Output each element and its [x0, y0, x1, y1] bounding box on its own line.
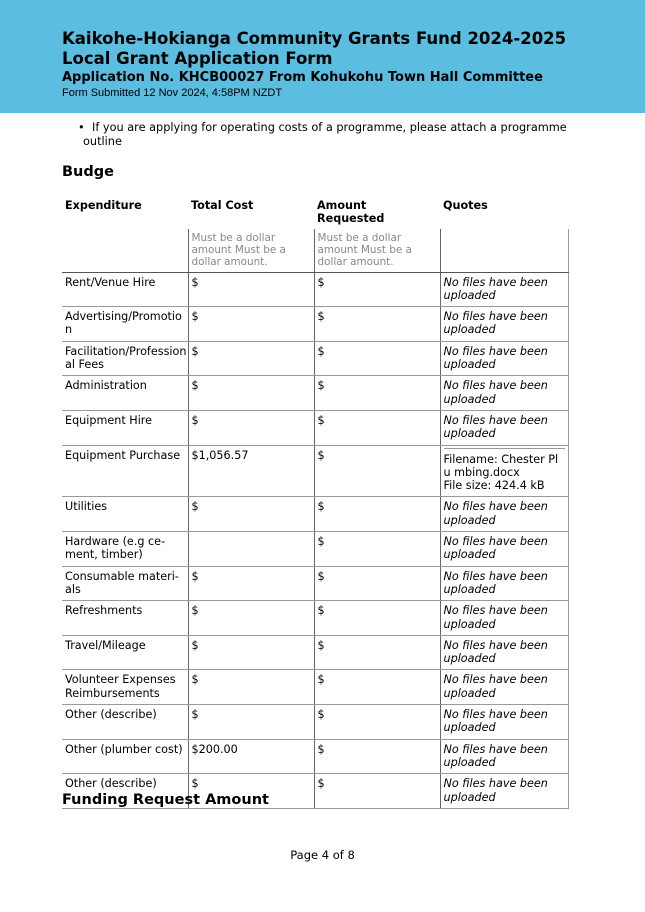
hint-requested: Must be a dollar amount Must be a dollar amount.	[314, 229, 440, 273]
table-row	[62, 601, 568, 636]
budget-heading: Budge	[62, 164, 114, 180]
expenditure-cell: Volunteer Expenses Reimbursements	[62, 670, 188, 705]
amount-requested-cell: $	[314, 307, 440, 342]
total-cost-cell: $	[188, 566, 314, 601]
table-row	[62, 410, 568, 445]
quote-cell: No files have been uploaded	[440, 774, 568, 809]
funding-request-heading: Funding Request Amount	[62, 792, 269, 808]
table-row	[62, 272, 568, 307]
col-quotes: Quotes	[443, 199, 488, 212]
amount-requested-cell: $	[314, 376, 440, 411]
expenditure-cell: Consumable materi- als	[62, 566, 188, 601]
expenditure-cell: Hardware (e.g ce- ment, timber)	[62, 532, 188, 567]
hint-total: Must be a dollar amount Must be a dollar amount.	[188, 229, 314, 273]
total-cost-cell: $	[188, 410, 314, 445]
application-number: Application No. KHCB00027 From Kohukohu Town Hall Committee	[62, 70, 543, 85]
quote-cell: No files have been uploaded	[440, 601, 568, 636]
amount-requested-cell: $	[314, 566, 440, 601]
file-size: File size: 424.4 kB	[443, 479, 545, 493]
total-cost-cell: $	[188, 341, 314, 376]
table-row	[62, 307, 568, 342]
file-name: Filename: Chester Plu mbing.docx	[443, 452, 559, 479]
amount-requested-cell: $	[314, 497, 440, 532]
expenditure-cell: Other (describe)	[62, 705, 188, 740]
quote-cell: No files have been uploaded	[440, 670, 568, 705]
table-row	[62, 670, 568, 705]
amount-requested-cell: $	[314, 410, 440, 445]
expenditure-cell: Equipment Purchase	[62, 445, 188, 497]
amount-requested-cell: $	[314, 341, 440, 376]
total-cost-cell: $	[188, 601, 314, 636]
hint-empty	[62, 229, 188, 273]
hint-row	[62, 229, 568, 273]
table-row	[62, 445, 568, 497]
quote-cell: No files have been uploaded	[440, 566, 568, 601]
form-title: Local Grant Application Form	[62, 49, 333, 68]
table-row	[62, 341, 568, 376]
amount-requested-cell: $	[314, 705, 440, 740]
col-expenditure: Expenditure	[65, 199, 142, 212]
col-amount-requested: Amount Requested	[317, 199, 385, 226]
expenditure-cell: Advertising/Promotio n	[62, 307, 188, 342]
expenditure-cell: Administration	[62, 376, 188, 411]
quote-cell: No files have been uploaded	[440, 497, 568, 532]
expenditure-cell: Other (plumber cost)	[62, 739, 188, 774]
amount-requested-cell: $	[314, 774, 440, 809]
fund-title: Kaikohe-Hokianga Community Grants Fund 2024-2025	[62, 29, 567, 48]
quote-cell: No files have been uploaded	[440, 739, 568, 774]
amount-requested-cell: $	[314, 601, 440, 636]
quote-cell: No files have been uploaded	[440, 410, 568, 445]
hint-quotes-empty	[440, 229, 568, 273]
amount-requested-cell: $	[314, 272, 440, 307]
col-total-cost: Total Cost	[191, 199, 254, 212]
bullet-text: If you are applying for operating costs of a programme, please attach a programme outline	[83, 121, 567, 148]
budget-table	[62, 197, 569, 809]
bullet-icon: •	[78, 121, 85, 134]
table-row	[62, 739, 568, 774]
amount-requested-cell: $	[314, 739, 440, 774]
amount-requested-cell: $	[314, 445, 440, 497]
expenditure-cell: Utilities	[62, 497, 188, 532]
table-row	[62, 635, 568, 670]
amount-requested-cell: $	[314, 635, 440, 670]
expenditure-cell: Other (describe)	[62, 774, 188, 809]
table-row	[62, 705, 568, 740]
total-cost-cell: $	[188, 774, 314, 809]
submitted-timestamp: Form Submitted 12 Nov 2024, 4:58PM NZDT	[62, 87, 283, 99]
expenditure-cell: Refreshments	[62, 601, 188, 636]
quote-cell: No files have been uploaded	[440, 705, 568, 740]
amount-requested-cell: $	[314, 670, 440, 705]
quote-cell: No files have been uploaded	[440, 307, 568, 342]
total-cost-cell: $	[188, 376, 314, 411]
total-cost-cell: $200.00	[188, 739, 314, 774]
total-cost-cell: $1,056.57	[188, 445, 314, 497]
total-cost-cell: $	[188, 635, 314, 670]
form-header	[0, 0, 645, 113]
total-cost-cell: $	[188, 307, 314, 342]
expenditure-cell: Facilitation/Profession al Fees	[62, 341, 188, 376]
quote-cell: No files have been uploaded	[440, 376, 568, 411]
expenditure-cell: Travel/Mileage	[62, 635, 188, 670]
total-cost-cell: $	[188, 670, 314, 705]
total-cost-cell	[188, 532, 314, 567]
uploaded-file[interactable]	[444, 448, 565, 493]
quote-cell: No files have been uploaded	[440, 532, 568, 567]
total-cost-cell: $	[188, 705, 314, 740]
quote-cell: No files have been uploaded	[440, 272, 568, 307]
quote-cell: No files have been uploaded	[440, 635, 568, 670]
total-cost-cell: $	[188, 497, 314, 532]
table-row	[62, 566, 568, 601]
amount-requested-cell: $	[314, 532, 440, 567]
table-row	[62, 497, 568, 532]
table-row	[62, 532, 568, 567]
table-header-row	[62, 197, 568, 229]
quote-file-cell	[440, 445, 568, 497]
page-number: Page 4 of 8	[290, 848, 355, 862]
expenditure-cell: Rent/Venue Hire	[62, 272, 188, 307]
table-row	[62, 376, 568, 411]
total-cost-cell: $	[188, 272, 314, 307]
quote-cell: No files have been uploaded	[440, 341, 568, 376]
programme-outline-note	[78, 121, 568, 148]
expenditure-cell: Equipment Hire	[62, 410, 188, 445]
